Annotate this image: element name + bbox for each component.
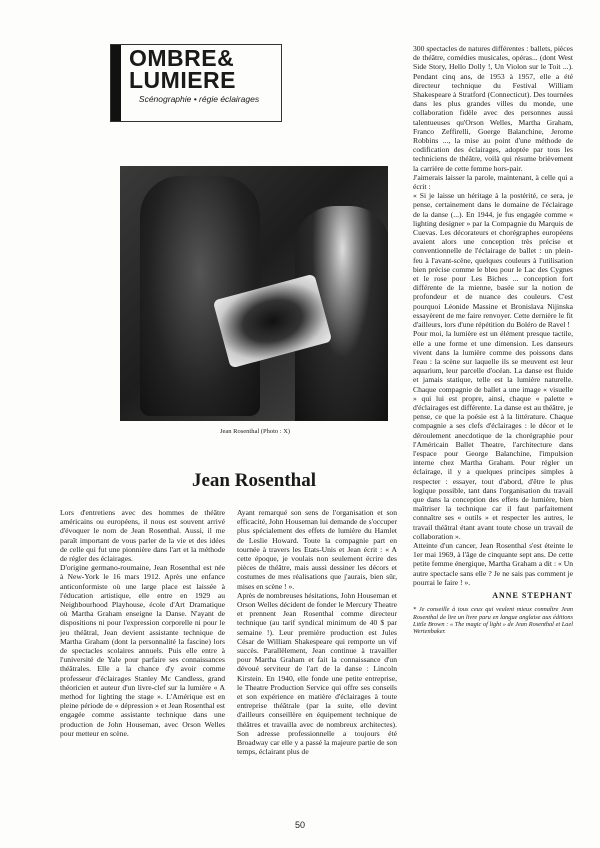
page-number: 50 [294,820,305,830]
paragraph: Lors d'entretiens avec des hommes de théâtre américains ou européens, il nous est souvent arrivé d'évoquer le nom de Jean Rosenthal. Aussi, il me paraît important de vous parler de la vie et des idées de celle qui fut une pionnière dans l'art et la méthode de régler des éclairages. [60,508,225,564]
logo-line2: LUMIERE [129,67,236,93]
paragraph: D'origine germano-roumaine, Jean Rosenthal est née à New-York le 16 mars 1912. Après une enfance anticonformiste où une large place est laissée à l'éducation artistique, elle entre en 1929 au Neighbourhood Playhouse, école d'Art Dramatique où Martha Graham enseigne la Danse. N'ayant de dispositions ni pour l'expression corporelle ni pour le jeu théâtral, Jean devient assistante technique de Martha Graham (dont la personnalité la fascine) lors de spectacles scolaires annuels. Puis elle entre à l'université de Yale pour parfaire ses connaissances théâtrales. Elle a la chance d'y avoir comme professeur d'éclairages Stanley Mc Candless, grand théoricien et auteur d'un livre-clef sur la lumière « A method for lighting the stage ». L'Amérique est en pleine période de « dépression » et Jean Rosenthal est engagée comme assistante technique dans une production de John Houseman, avec Orson Welles pour metteur en scène. [60,563,225,738]
paragraph: 300 spectacles de natures différentes : ballets, pièces de théâtre, comédies musicales, opéras... (dont West Side Story, Hello Dolly !, Un Violon sur le Toit ...). Pendant cinq ans, de 1953 à 1957, elle a été directeur technique du Festival William Shakespeare à Stratford (Connecticut). Des tournées dans les plus grandes villes du monde, une collaboration fidèle avec des personnes aussi talentueuses qu'Orson Welles, Martha Graham, Franco Zeffirelli, Goerge Balanchine, Jerome Robbins ..., la mise au point d'une méthode de codification des éclairages, adoptée par tous les techniciens de théâtre, voilà qui résume brièvement la carrière de cette femme hors-pair. [413,44,573,173]
paragraph: J'aimerais laisser la parole, maintenant, à celle qui a écrit : [413,172,573,192]
logo-subtitle: Scénographie • régie éclairages [138,94,260,104]
logo-black-bar [111,45,121,121]
text-column-1 [60,508,225,738]
logo-line1: OMBRE& [129,45,235,71]
paragraph: Atteinte d'un cancer, Jean Rosenthal s'est éteinte le 1er mai 1969, à l'âge de cinquante sept ans. De cette petite femme énergique, Martha Graham a dit : « Un autre spectacle sans elle ? Je ne sais pas comment je pourrai le faire ! ». [413,540,573,587]
paragraph: Pour moi, la lumière est un élément presque tactile, elle a une forme et une dimension. Les danseurs vivent dans la lumière comme des poissons dans l'eau : la scène sur laquelle ils se meuvent est leur aquarium, leur parcelle d'océan. La danse est fluide et jamais statique, telle est la lumière naturelle. Chaque compagnie de ballet a une image « visuelle » qui lui est propre, ainsi, chaque « palette » d'éclairages est différente. La danse est au théâtre, je pense, ce que la poésie est à la littérature. Chaque compagnie a ses clefs d'éclairages : le décor et le déroulement anecdotique de la chorégraphie pour l'Américain Ballet Theatre, l'architecture dans l'espace pour George Balanchine, l'impulsion interne chez Martha Graham. Pour régler un éclairage, il y a quelques principes simples à respecter : essayer, tout d'abord, d'être le plus logique possible, tant dans l'organisation du travail que dans la conception des effets de lumière, bien maîtriser la technique car il faut parfaitement connaître ses « outils » et respecter les autres, le travail théâtral étant avant toute chose un travail de collaboration ». [413,329,573,541]
paragraph: Ayant remarqué son sens de l'organisation et son efficacité, John Houseman lui demande de s'occuper plus spécialement des effets de lumière du Hamlet de Leslie Howard. Toute la compagnie part en tournée à travers les Etats-Unis et Jean écrit : « A cette époque, je voulais non seulement écrire des pièces de théâtre, mais aussi dessiner les décors et costumes de mes réalisations que j'aurais, bien sûr, mises en scène ! ». [237,508,397,591]
text-column-3 [413,44,573,636]
photo-caption: Jean Rosenthal (Photo : X) [220,428,291,435]
footnote: * Je conseille à tous ceux qui veulent mieux connaître Jean Rosenthal de lire un livre paru en langue anglaise aux éditions Little Brown : « The magic of light » de Jean Rosenthal et Lael Wertenbaker. [413,606,573,636]
paragraph: « Si je laisse un héritage à la postérité, ce sera, je pense, certainement dans le domaine de l'éclairage de la danse (...). En 1944, je fus engagée comme « lighting designer » par la Compagnie du Marquis de Cuevas. Les décorateurs et chorégraphes européens avaient alors une conception très précise et conventionnelle de l'éclairage de ballet : un plein-feu à l'avant-scène, quelques couleurs à l'utilisation bien précise comme le bleu pour le Lac des Cygnes et le rose pour Les Biches ... conception fort différente de la mienne, basée sur la notion de profondeur et de nuance des couleurs. C'est pourquoi Léonide Massine et Bronislava Nijinska essayèrent de me faire renvoyer. Cette dernière le fit d'ailleurs, lors d'une répétition du Boléro de Ravel ! [413,191,573,330]
ombre-lumiere-logo [110,44,282,122]
author-name: ANNE STEPHANT [492,590,573,600]
portrait-photo [120,166,388,421]
article-title: Jean Rosenthal [191,470,317,491]
text-column-2 [237,508,397,756]
paragraph: Après de nombreuses hésitations, John Houseman et Orson Welles décident de fonder le Mercury Theatre et prennent Jean Rosenthal comme directeur technique (au tarif syndical minimum de 40 $ par semaine !). Leur première production est Jules César de William Shakespeare qui remporte un vif succès. Parallèlement, Jean continue à travailler pour Martha Graham et fait la connaissance d'un dévoué serviteur de l'art de la danse : Lincoln Kirstein. En 1940, elle fonde une petite entreprise, le Theatre Production Service qui offre ses conseils et son expérience en matière d'éclairages à toute entreprise théâtrale (par la suite, elle devint d'ailleurs conseillère en équipement technique de théâtres et travailla avec de nombreux architectes). Son adresse professionnelle a toujours été Broadway car elle y a passé la majeure partie de son temps, éclairant plus de [237,590,397,757]
